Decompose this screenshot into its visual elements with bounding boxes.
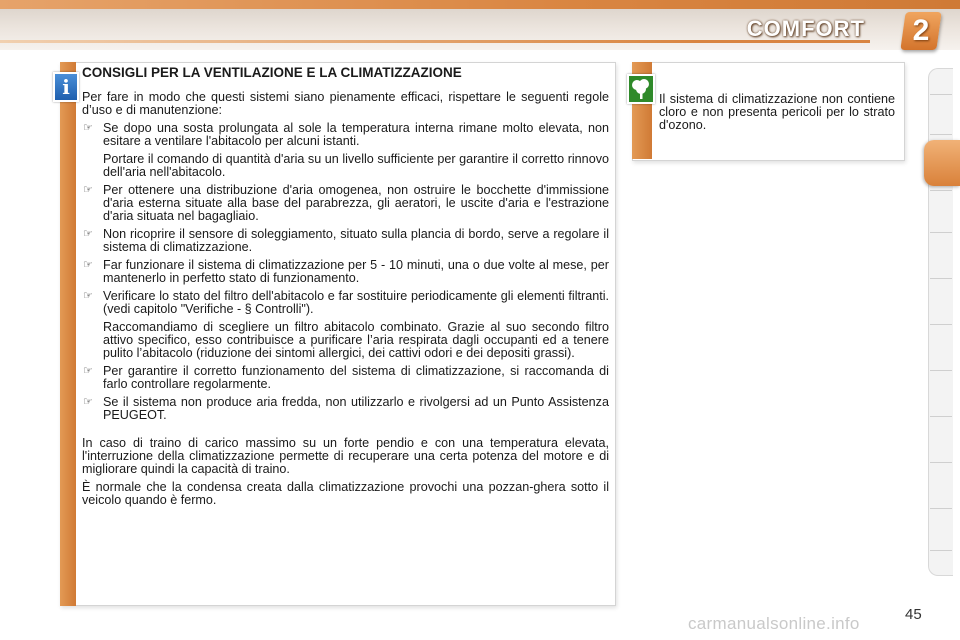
main-title: CONSIGLI PER LA VENTILAZIONE E LA CLIMATIZZAZIONE (82, 65, 462, 80)
tab-divider (930, 462, 952, 463)
section-title: COMFORT (746, 16, 865, 41)
main-content (82, 66, 609, 512)
bullet-extra: Raccomandiamo di scegliere un filtro abitacolo combinato. Grazie al suo secondo filtro attivo specifico, esso contribuisce a purificare l’aria respirata dagli occupanti ed a tenere pulito l’abitacolo (riduzione dei sintomi allergici, dei cattivi odori e dei depositi grassi). (103, 320, 609, 360)
header-stripe (0, 0, 960, 9)
chapter-tab-active[interactable] (924, 140, 960, 186)
eco-text: Il sistema di climatizzazione non contiene cloro e non presenta pericoli per lo strato d'ozono. (659, 92, 895, 132)
bullet-text: Per garantire il corretto funzionamento del sistema di climatizzazione, si raccomanda di farlo controllare regolarmente. (103, 364, 609, 391)
tab-divider (930, 370, 952, 371)
tab-divider (930, 134, 952, 135)
main-panel-accent-bar (60, 62, 76, 606)
bullet-text: Se dopo una sosta prolungata al sole la temperatura interna rimane molto elevata, non esitare a ventilare l'abitacolo per alcuni istanti. (103, 121, 609, 148)
pointing-hand-icon: ☞ (83, 228, 93, 240)
tab-divider (930, 94, 952, 95)
closing-paragraph: In caso di traino di carico massimo su un forte pendio e con una temperatura elevata, l'interruzione della climatizzazione permette di recuperare una certa potenza del motore e di migliorare quindi la capacità di traino. (82, 436, 609, 476)
page-number: 45 (905, 606, 922, 623)
tree-icon (627, 74, 655, 104)
bullet-item (82, 290, 609, 316)
header-accent-line (0, 40, 870, 43)
bullet-item (82, 259, 609, 285)
bullet-text: Per ottenere una distribuzione d'aria omogenea, non ostruire le bocchette d'immissione d'aria esterna situate alla base del parabrezza, gli aeratori, le uscite d'aria e l'estrazione d'aria situata nel bagagliaio. (103, 183, 609, 223)
tab-divider (930, 232, 952, 233)
bullet-item (82, 396, 609, 422)
tab-divider (930, 508, 952, 509)
info-icon: i (53, 72, 79, 102)
pointing-hand-icon: ☞ (83, 365, 93, 377)
pointing-hand-icon: ☞ (83, 259, 93, 271)
tab-divider (930, 324, 952, 325)
chapter-number: 2 (912, 14, 930, 47)
bullet-text: Se il sistema non produce aria fredda, non utilizzarlo e rivolgersi ad un Punto Assistenza PEUGEOT. (103, 395, 609, 422)
tab-divider (930, 550, 952, 551)
bullet-text: Far funzionare il sistema di climatizzazione per 5 - 10 minuti, una o due volte al mese, per mantenerlo in perfetto stato di funzionamento. (103, 258, 609, 285)
pointing-hand-icon: ☞ (83, 122, 93, 134)
tab-divider (930, 278, 952, 279)
bullet-text: Non ricoprire il sensore di soleggiamento, situato sulla plancia di bordo, serve a regolare il sistema di climatizzazione. (103, 227, 609, 254)
tab-divider (930, 190, 952, 191)
bullet-extra: Portare il comando di quantità d'aria su un livello sufficiente per garantire il corretto rinnovo dell'aria nell'abitacolo. (103, 152, 609, 179)
watermark: carmanualsonline.info (688, 614, 860, 633)
intro-paragraph: Per fare in modo che questi sistemi siano pienamente efficaci, rispettare le seguenti regole d’uso e di manutenzione: (82, 90, 609, 117)
bullet-item (82, 228, 609, 254)
bullet-text: Verificare lo stato del filtro dell'abitacolo e far sostituire periodicamente gli elementi filtranti. (vedi capitolo "Verifiche - § Controlli"). (103, 289, 609, 316)
pointing-hand-icon: ☞ (83, 290, 93, 302)
bullet-item (82, 122, 609, 148)
pointing-hand-icon: ☞ (83, 396, 93, 408)
tab-divider (930, 416, 952, 417)
closing-paragraph: È normale che la condensa creata dalla climatizzazione provochi una pozzan-ghera sotto il veicolo quando è fermo. (82, 480, 609, 507)
bullet-item (82, 365, 609, 391)
bullet-item (82, 184, 609, 223)
pointing-hand-icon: ☞ (83, 184, 93, 196)
